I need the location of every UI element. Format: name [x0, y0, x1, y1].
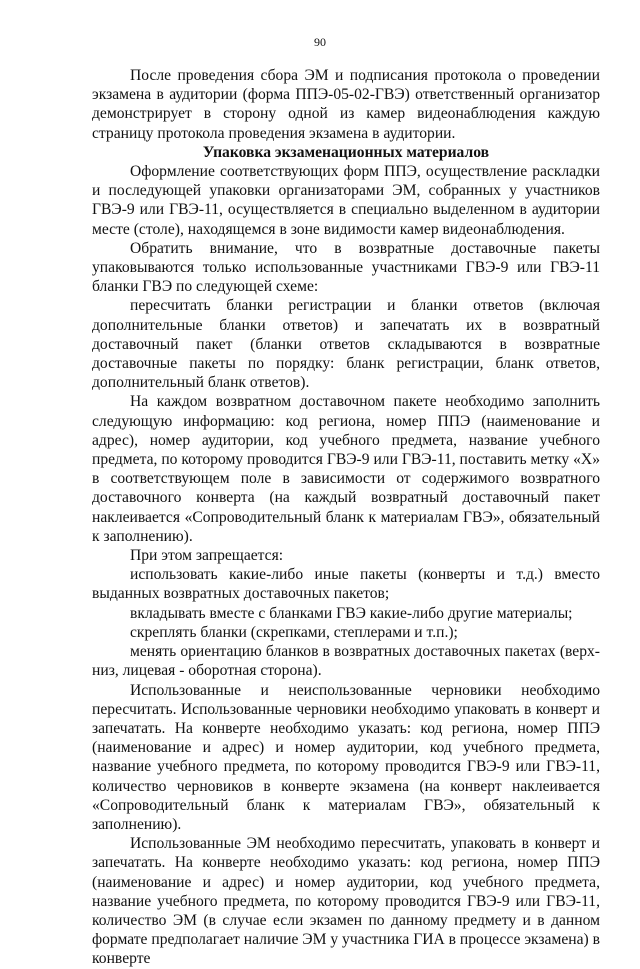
list-item: использовать какие-либо иные пакеты (конверты и т.д.) вместо выданных возвратных доставочных пакетов; — [92, 566, 600, 603]
list-item: менять ориентацию бланков в возвратных доставочных пакетах (верх-низ, лицевая - оборотная сторона). — [92, 643, 600, 680]
paragraph: Использованные и неиспользованные черновики необходимо пересчитать. Использованные черновики необходимо упаковать в конверт и запечатать. На конверте необходимо указать: код региона, номер ППЭ (наименование и адрес) и номер аудитории, код учебного предмета, название учебного предмета, по которому проводится ГВЭ-9 или ГВЭ-11, количество черновиков в конверте экзамена (на конверт наклеивается «Сопроводительный бланк к материалам ГВЭ», обязательный к заполнению). — [92, 681, 600, 833]
paragraph: На каждом возвратном доставочном пакете необходимо заполнить следующую информацию: код региона, номер ППЭ (наименование и адрес), номер аудитории, код учебного предмета, название учебного предмета, по которому проводится ГВЭ-9 или ГВЭ-11, поставить метку «Х» в соответствующем поле в зависимости от содержимого возвратного доставочного конверта (на каждый возвратный доставочный пакет наклеивается «Сопроводительный бланк к материалам ГВЭ», обязательный к заполнению). — [92, 393, 600, 545]
paragraph: пересчитать бланки регистрации и бланки ответов (включая дополнительные бланки ответов) и запечатать их в возвратный доставочный пакет (бланки ответов складываются в возвратные доставочные пакеты по порядку: бланк регистрации, бланк ответов, дополнительный бланк ответов). — [92, 297, 600, 392]
list-item: вкладывать вместе с бланками ГВЭ какие-либо другие материалы; — [130, 604, 573, 622]
paragraph: Использованные ЭМ необходимо пересчитать, упаковать в конверт и запечатать. На конверте необходимо указать: код региона, номер ППЭ (наименование и адрес) и номер аудитории, код учебного предмета, название учебного предмета, по которому проводится ГВЭ-9 или ГВЭ-11, количество ЭМ (в случае если экзамен по данному предмету и в данном формате предполагает наличие ЭМ у участника ГИА в процессе экзамена) в конверте — [92, 835, 600, 968]
paragraph: При этом запрещается: — [130, 547, 284, 565]
page-number: 90 — [314, 35, 326, 49]
list-item: скреплять бланки (скрепками, степлерами и т.п.); — [130, 623, 458, 641]
paragraph: Оформление соответствующих форм ППЭ, осуществление раскладки и последующей упаковки организаторами ЭМ, собранных у участников ГВЭ-9 или ГВЭ-11, осуществляется в специально выделенном в аудитории месте (столе), находящемся в зоне видимости камер видеонаблюдения. — [92, 163, 600, 238]
paragraph: После проведения сбора ЭМ и подписания протокола о проведении экзамена в аудитории (форма ППЭ-05-02-ГВЭ) ответственный организатор демонстрирует в сторону одной из камер видеонаблюдения каждую страницу протокола проведения экзамена в аудитории. — [92, 67, 600, 142]
paragraph: Обратить внимание, что в возвратные доставочные пакеты упаковываются только использованные участниками ГВЭ-9 или ГВЭ-11 бланки ГВЭ по следующей схеме: — [92, 239, 600, 296]
document-body — [92, 66, 600, 969]
section-heading: Упаковка экзаменационных материалов — [202, 143, 490, 161]
